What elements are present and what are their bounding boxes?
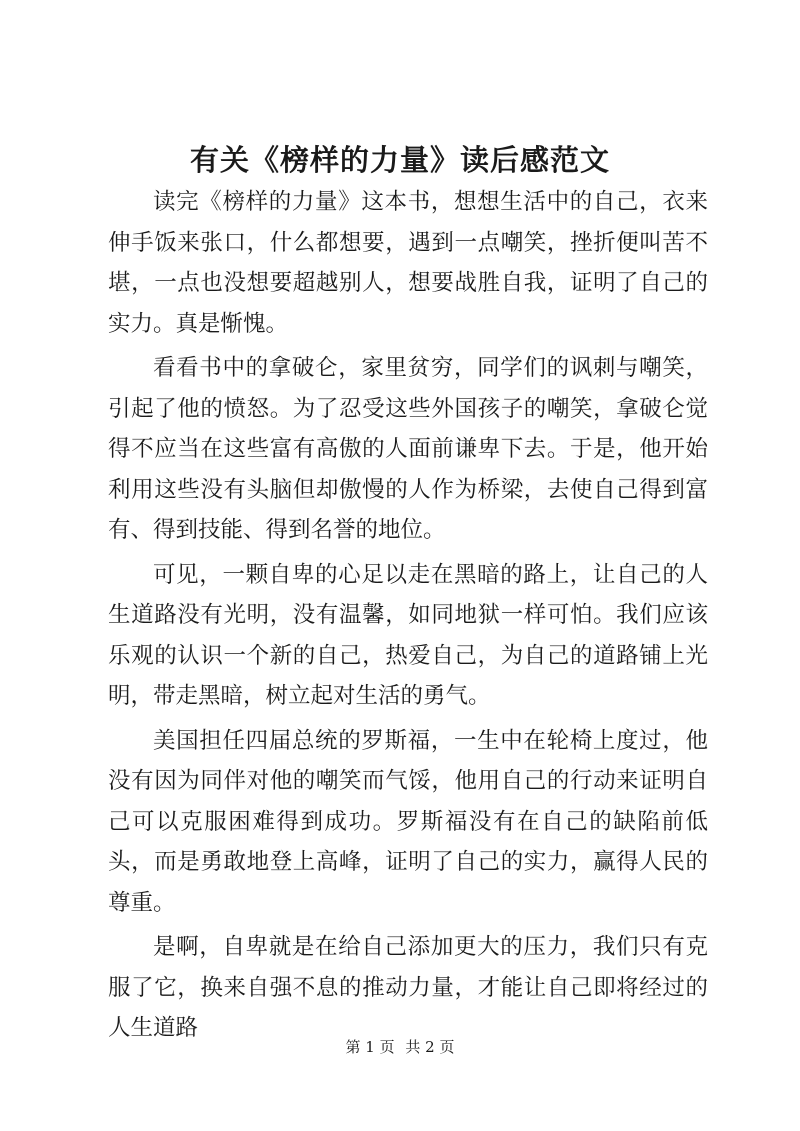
- paragraph: 美国担任四届总统的罗斯福，一生中在轮椅上度过，他没有因为同伴对他的嘲笑而气馁，他用自己的行动来证明自己可以克服困难得到成功。罗斯福没有在自己的缺陷前低头，而是勇敢地登上高峰，证明了自己的实力，赢得人民的尊重。: [108, 727, 708, 916]
- document-body: [108, 182, 708, 1053]
- page-total: 共 2 页: [405, 1038, 455, 1056]
- document-title: 有关《榜样的力量》读后感范文: [189, 143, 610, 177]
- paragraph: 读完《榜样的力量》这本书，想想生活中的自己，衣来伸手饭来张口，什么都想要，遇到一点嘲笑，挫折便叫苦不堪，一点也没想要超越别人，想要战胜自我，证明了自己的实力。真是惭愧。: [108, 189, 708, 337]
- paragraph: 是啊，自卑就是在给自己添加更大的压力，我们只有克服了它，换来自强不息的推动力量，才能让自己即将经过的人生道路: [108, 934, 708, 1041]
- paragraph: 可见，一颗自卑的心足以走在黑暗的路上，让自己的人生道路没有光明，没有温馨，如同地狱一样可怕。我们应该乐观的认识一个新的自己，热爱自己，为自己的道路铺上光明，带走黑暗，树立起对生活的勇气。: [108, 561, 708, 709]
- page-footer: [0, 1037, 800, 1057]
- page-number: 第 1 页: [345, 1038, 395, 1056]
- paragraph: 看看书中的拿破仑，家里贫穷，同学们的讽刺与嘲笑，引起了他的愤怒。为了忍受这些外国孩子的嘲笑，拿破仑觉得不应当在这些富有高傲的人面前谦卑下去。于是，他开始利用这些没有头脑但却傲慢的人作为桥梁，去使自己得到富有、得到技能、得到名誉的地位。: [108, 355, 708, 543]
